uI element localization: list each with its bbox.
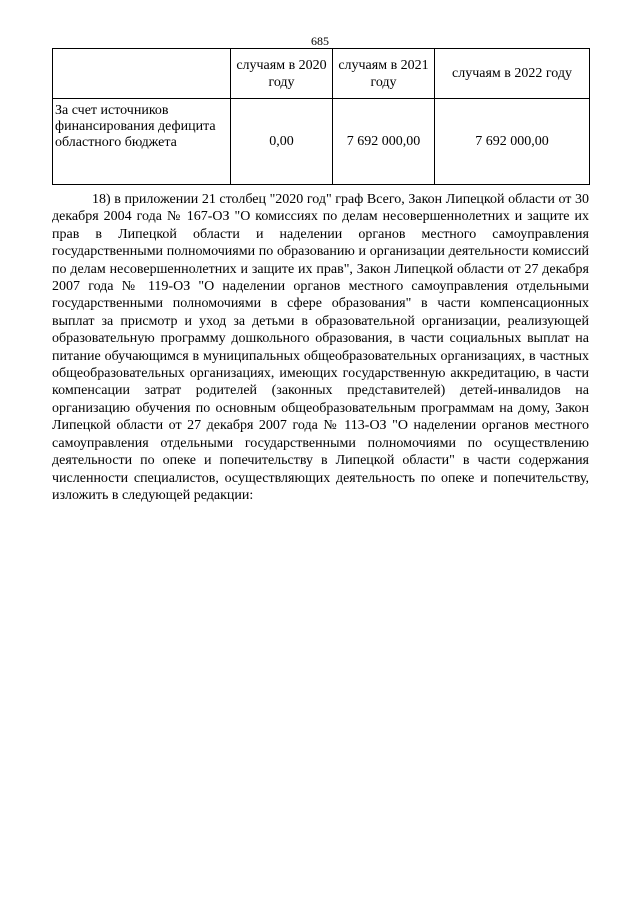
table-header-row	[53, 49, 590, 99]
budget-table	[52, 48, 590, 185]
page-number: 685	[311, 34, 329, 48]
value-cell-2021: 7 692 000,00	[333, 99, 435, 185]
header-cell-2022: случаям в 2022 году	[435, 49, 590, 99]
header-cell-2020: случаям в 2020 году	[231, 49, 333, 99]
amendment-paragraph: 18) в приложении 21 столбец "2020 год" граф Всего, Закон Липецкой области от 30 декабря 2004 года № 167-ОЗ "О комиссиях по делам несовершеннолетних и защите их прав в Липецкой области и наделении органов местного самоуправления государственными полномочиями по образованию и организации деятельности комиссий по делам несовершеннолетних и защите их прав", Закон Липецкой области от 27 декабря 2007 года № 119-ОЗ "О наделении органов местного самоуправления отдельными государственными полномочиями в сфере образования" в части компенсационных выплат за присмотр и уход за детьми в образовательной организации, реализующей образовательную программу дошкольного образования, в части социальных выплат на питание обучающимся в муниципальных общеобразовательных организациях, в частных общеобразовательных организациях, имеющих государственную аккредитацию, в части компенсации затрат родителей (законных представителей) детей-инвалидов на организацию обучения по основным общеобразовательным программам на дому, Закон Липецкой области от 27 декабря 2007 года № 113-ОЗ "О наделении органов местного самоуправления отдельными государственными полномочиями по осуществлению деятельности по опеке и попечительству в Липецкой области" в части содержания численности специалистов, осуществляющих деятельность по опеке и попечительству, изложить в следующей редакции:	[52, 192, 589, 503]
table-row	[53, 99, 590, 185]
header-cell-label	[53, 49, 231, 99]
value-cell-2022: 7 692 000,00	[435, 99, 590, 185]
header-cell-2021: случаям в 2021 году	[333, 49, 435, 99]
row-label-cell: За счет источников финансирования дефицита областного бюджета	[53, 99, 231, 185]
value-cell-2020: 0,00	[231, 99, 333, 185]
